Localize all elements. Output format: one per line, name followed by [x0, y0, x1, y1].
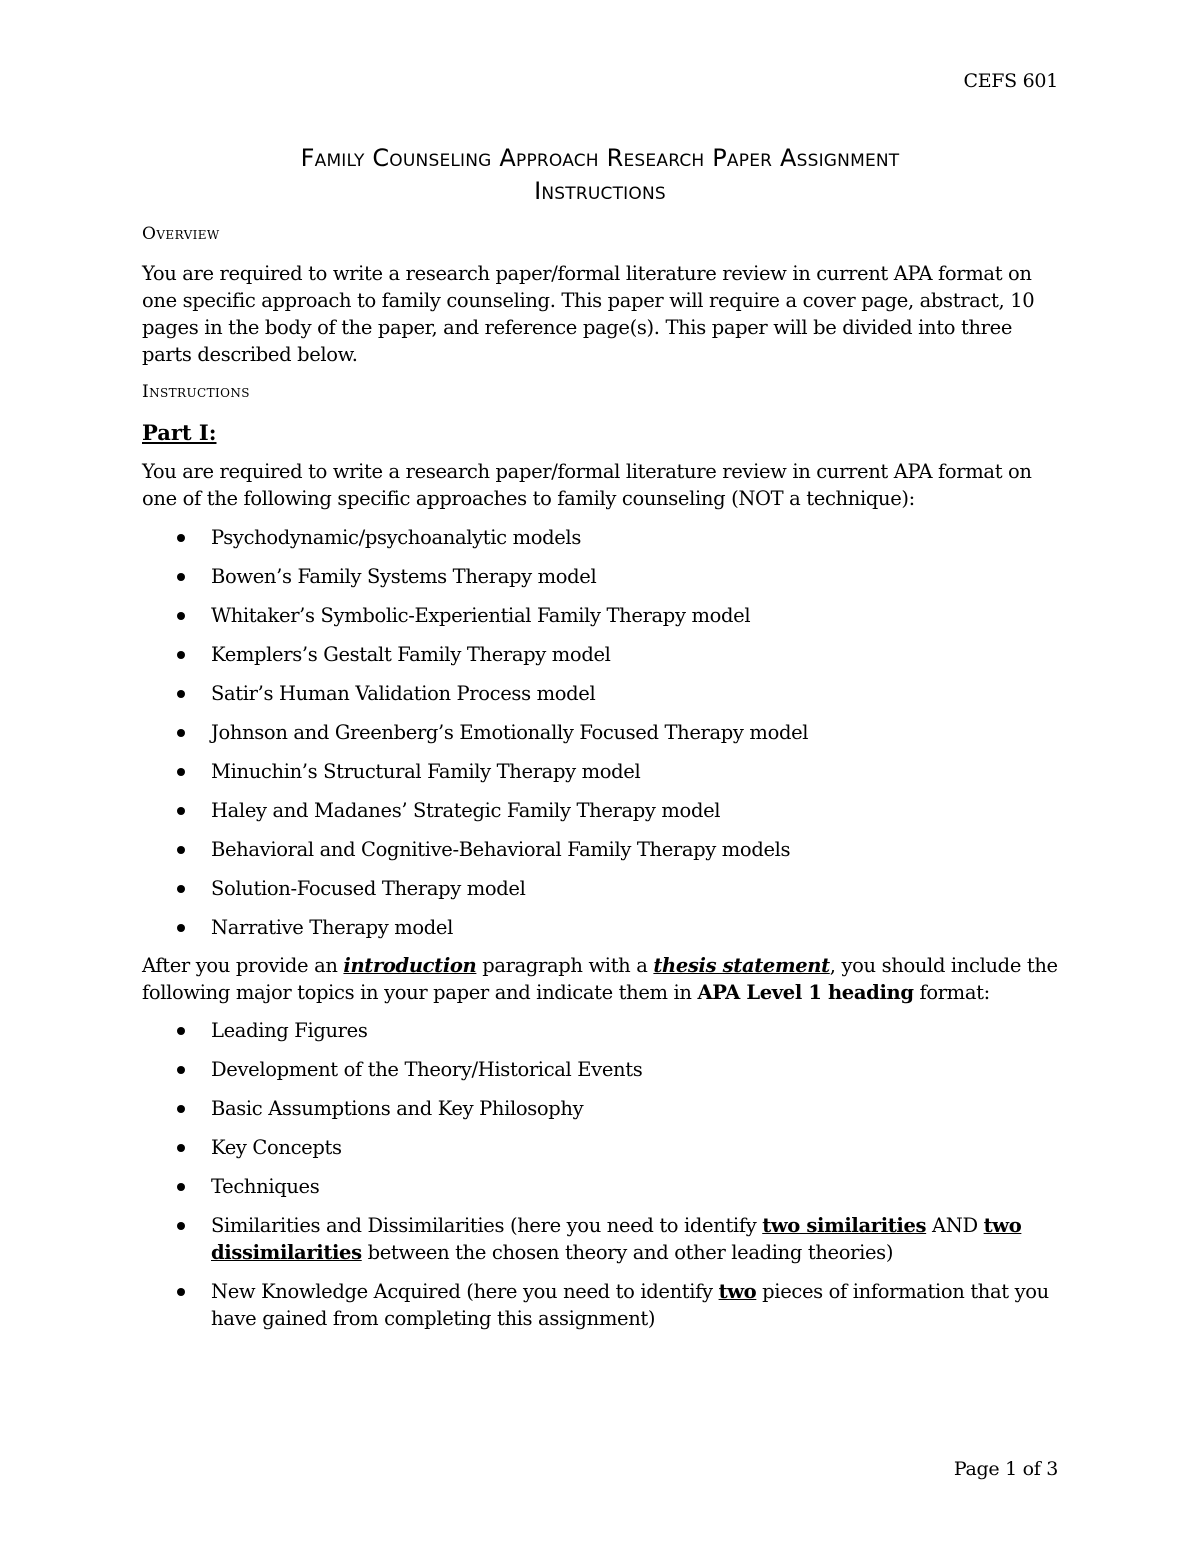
bullet-icon: [177, 612, 185, 620]
list-item-text: Minuchin’s Structural Family Therapy model: [211, 760, 641, 783]
list-item-text: Narrative Therapy model: [211, 916, 453, 939]
overview-paragraph: You are required to write a research paper/formal literature review in current APA format on one specific approach to family counseling. This paper will require a cover page, abstract, 10 pages in the body of the paper, and reference page(s). This paper will be divided into three parts described below.: [142, 262, 1035, 366]
bullet-icon: [177, 729, 185, 737]
bullet-icon: [177, 534, 185, 542]
list-item-text: Solution-Focused Therapy model: [211, 877, 526, 900]
two-emphasis: two: [718, 1280, 757, 1303]
list-item-text: Kemplers’s Gestalt Family Therapy model: [211, 643, 611, 666]
list-item: [142, 641, 1062, 668]
after-text-4: format:: [913, 981, 990, 1004]
list-item-text: Bowen’s Family Systems Therapy model: [211, 565, 597, 588]
list-item-text: Techniques: [211, 1175, 320, 1198]
part-1-intro: You are required to write a research paper/formal literature review in current APA format on one of the following specific approaches to family counseling (NOT a technique):: [142, 460, 1032, 510]
bullet-icon: [177, 573, 185, 581]
list-item-text: Basic Assumptions and Key Philosophy: [211, 1097, 584, 1120]
list-item: [142, 719, 1062, 746]
similarities-text-1: Similarities and Dissimilarities (here you need to identify: [211, 1214, 763, 1237]
page-number: Page 1 of 3: [953, 1458, 1058, 1480]
similarities-text-2: AND: [926, 1214, 984, 1237]
list-item: [142, 797, 1062, 824]
bullet-icon: [177, 885, 185, 893]
bullet-icon: [177, 924, 185, 932]
bullet-icon: [177, 1105, 185, 1113]
list-item: [142, 1056, 1062, 1083]
title-line-1: Family Counseling Approach Research Paper Assignment: [300, 144, 900, 172]
part-1-heading: Part I:: [142, 420, 217, 445]
approach-list: [142, 524, 1062, 941]
title-line-2: Instructions: [534, 177, 666, 205]
list-item-text: Whitaker’s Symbolic-Experiential Family Therapy model: [211, 604, 751, 627]
list-item: [142, 680, 1062, 707]
bullet-icon: [177, 1183, 185, 1191]
two-dissimilarities-emphasis: two dissimilarities: [211, 1214, 1022, 1264]
list-item-text: Behavioral and Cognitive-Behavioral Family Therapy models: [211, 838, 791, 861]
bullet-icon: [177, 768, 185, 776]
bullet-icon: [177, 1144, 185, 1152]
similarities-text-3: between the chosen theory and other leading theories): [361, 1241, 894, 1264]
list-item: [142, 758, 1062, 785]
bullet-icon: [177, 807, 185, 815]
list-item: [142, 563, 1062, 590]
list-item-knowledge: [142, 1278, 1062, 1332]
bullet-icon: [177, 846, 185, 854]
list-item: [142, 524, 1062, 551]
bullet-icon: [177, 1288, 185, 1296]
list-item-text: Johnson and Greenberg’s Emotionally Focused Therapy model: [211, 721, 809, 744]
after-paragraph: [142, 952, 1062, 1006]
list-item: [142, 914, 1062, 941]
list-item-text: Satir’s Human Validation Process model: [211, 682, 596, 705]
knowledge-text-2: pieces of information that you have gained from completing this assignment): [211, 1280, 1049, 1330]
list-item-similarities: [142, 1212, 1062, 1266]
list-item: [142, 1017, 1062, 1044]
course-code: CEFS 601: [963, 70, 1058, 92]
after-text-1: After you provide an: [142, 954, 344, 977]
list-item-text: Development of the Theory/Historical Events: [211, 1058, 643, 1081]
list-item: [142, 1095, 1062, 1122]
two-similarities-emphasis: two similarities: [762, 1214, 927, 1237]
bullet-icon: [177, 690, 185, 698]
list-item-text: Leading Figures: [211, 1019, 368, 1042]
list-item: [142, 602, 1062, 629]
bullet-icon: [177, 651, 185, 659]
apa-heading-emphasis: APA Level 1 heading: [697, 981, 914, 1004]
thesis-emphasis: thesis statement: [653, 954, 830, 977]
knowledge-text-1: New Knowledge Acquired (here you need to identify: [211, 1280, 719, 1303]
overview-heading: Overview: [142, 224, 220, 244]
bullet-icon: [177, 1222, 185, 1230]
introduction-emphasis: introduction: [343, 954, 477, 977]
list-item: [142, 875, 1062, 902]
instructions-heading: Instructions: [142, 382, 250, 402]
after-text-3: , you should include the following major topics in your paper and indicate them in: [142, 954, 1058, 1004]
bullet-icon: [177, 1027, 185, 1035]
list-item: [142, 1134, 1062, 1161]
topic-list: [142, 1017, 1062, 1332]
list-item-text: Psychodynamic/psychoanalytic models: [211, 526, 581, 549]
bullet-icon: [177, 1066, 185, 1074]
list-item: [142, 1173, 1062, 1200]
list-item-text: Key Concepts: [211, 1136, 342, 1159]
page-title: [142, 142, 1058, 208]
after-text-2: paragraph with a: [476, 954, 654, 977]
list-item-text: Haley and Madanes’ Strategic Family Therapy model: [211, 799, 721, 822]
list-item: [142, 836, 1062, 863]
